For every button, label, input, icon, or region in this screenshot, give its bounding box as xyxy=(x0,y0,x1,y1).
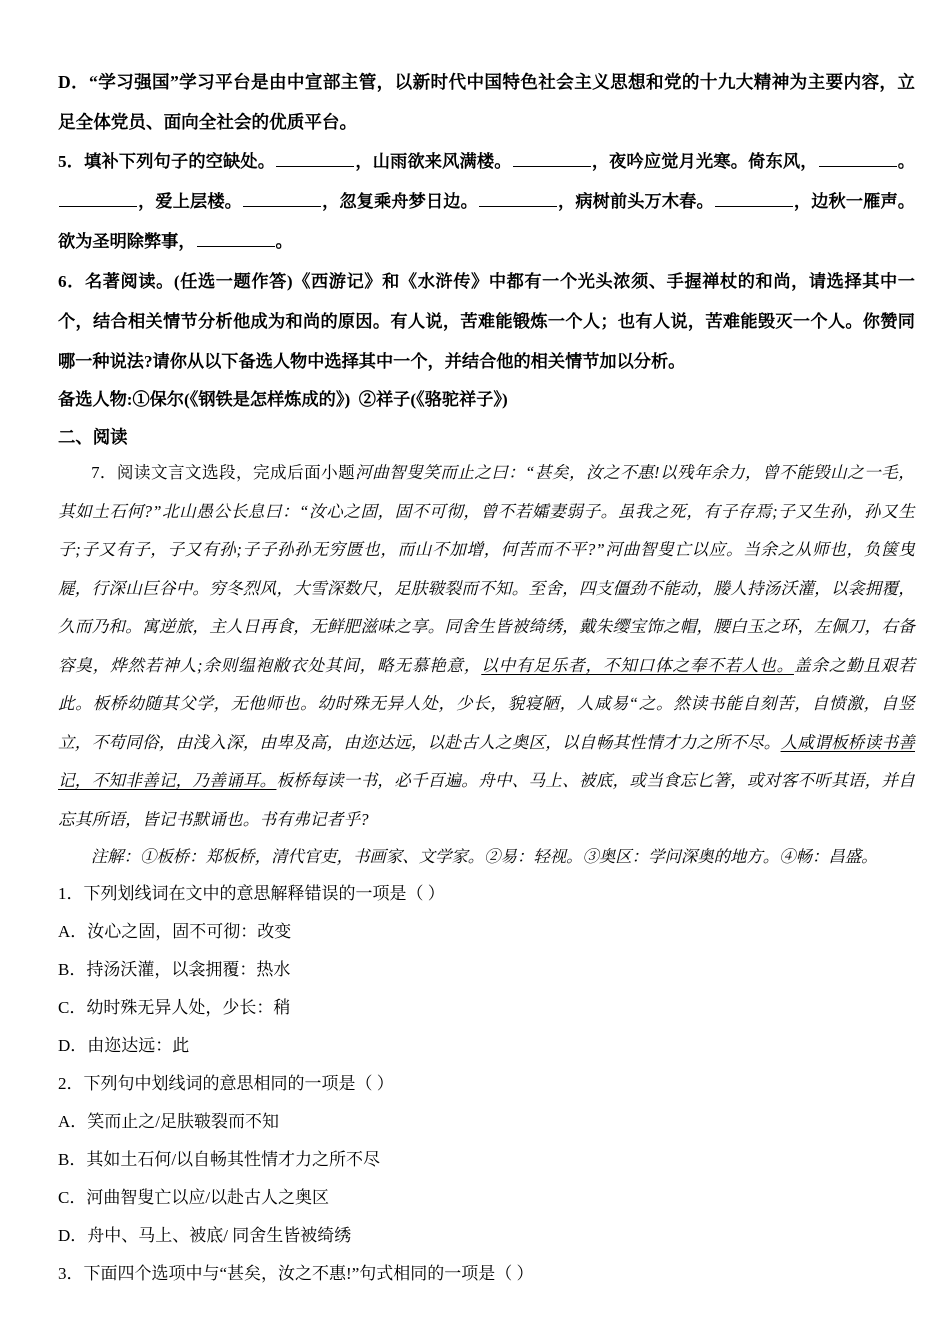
sub-question-2-number: 2． xyxy=(58,1074,84,1093)
sub-question-3 xyxy=(58,1255,915,1293)
question-5-segment-1: ，山雨欲来风满楼。 xyxy=(355,152,512,171)
question-6-candidates xyxy=(58,382,915,418)
option-d-label: D． xyxy=(58,72,90,92)
sub-question-1-choice-c[interactable]: C．幼时殊无异人处，少长：稍 xyxy=(58,998,291,1017)
question-7-stem: 阅读文言文选段，完成后面小题 xyxy=(116,463,356,482)
sub-question-2-choice-b[interactable]: B．其如土石何/以自畅其性情才力之所不尽 xyxy=(58,1150,381,1169)
sub-question-1-prompt: 下列划线词在文中的意思解释错误的一项是（ ） xyxy=(83,884,445,903)
candidate-option-1[interactable]: ①保尔(《钢铁是怎样炼成的》) xyxy=(132,390,351,409)
sub-question-1-choice-b[interactable]: B．持汤沃灌，以衾拥覆：热水 xyxy=(58,960,291,979)
answer-blank-7[interactable] xyxy=(715,190,793,207)
passage-annotations: 注解：①板桥：郑板桥，清代官吏，书画家、文学家。②易：轻视。③奥区：学问深奥的地方。④畅：昌盛。 xyxy=(90,847,878,866)
candidates-label: 备选人物: xyxy=(58,390,133,409)
sub-question-2 xyxy=(58,1065,915,1103)
sub-question-2-prompt: 下列句中划线词的意思相同的一项是（ ） xyxy=(83,1074,394,1093)
sub-question-2-choice-d[interactable]: D．舟中、马上、被底/ 同舍生皆被绮绣 xyxy=(58,1226,352,1245)
question-5-segment-4: ，爱上层楼。 xyxy=(138,192,242,211)
question-5 xyxy=(58,142,915,262)
question-5-segment-6: ，病树前头万木春。 xyxy=(557,192,714,211)
option-d-paragraph xyxy=(58,62,915,142)
question-5-number: 5． xyxy=(58,152,85,171)
question-5-segment-3: 。 xyxy=(897,152,915,171)
section-heading-reading: 二、阅读 xyxy=(58,427,128,447)
question-6-number: 6． xyxy=(58,272,85,291)
option-d-text: “学习强国”学习平台是由中宣部主管，以新时代中国特色社会主义思想和党的十九大精神为主要内容，立足全体党员、面向全社会的优质平台。 xyxy=(58,72,915,132)
passage-part-1: 河曲智叟笑而止之曰：“甚矣，汝之不惠!以残年余力，曾不能毁山之一毛，其如土石何?”北山愚公长息曰：“汝心之固，固不可彻，曾不若孀妻弱子。虽我之死，有子存焉;子又生孙，孙又生子;子又有子，子又有孙;子子孙孙无穷匮也，而山不加增，何苦而不平?”河曲智叟亡以应。当余之从师也，负箧曳屣，行深山巨谷中。穷冬烈风，大雪深数尺，足肤皲裂而不知。至舍，四支僵劲不能动，媵人持汤沃灌，以衾拥覆，久而乃和。寓逆旅，主人日再食，无鲜肥滋味之享。同舍生皆被绮绣，戴朱缨宝饰之帽，腰白玉之环，左佩刀，右备容臭，烨然若神人;余则缊袍敝衣处其间，略无慕艳意， xyxy=(58,463,915,675)
question-5-prompt: 填补下列句子的空缺处。 xyxy=(84,152,276,171)
passage-part-2: 盖余之勤且艰若此。板桥幼随其父学，无他师也。幼时殊无异人处，少长，貌寝陋，人咸易“之。然读书能自刻苦，自愤激，自竖立，不苟同俗，由浅入深，由卑及高，由迩达远，以赴古人之奥区，以自畅其性情才力之所不尽。 xyxy=(58,655,915,752)
answer-blank-1[interactable] xyxy=(276,150,354,167)
question-7-passage xyxy=(58,454,915,839)
passage-underlined-2: 人咸谓板桥读书善记，不知非善记，乃善诵耳。 xyxy=(58,732,915,790)
answer-blank-4[interactable] xyxy=(59,190,137,207)
candidate-option-2[interactable]: ②祥子(《骆驼祥子》) xyxy=(358,390,508,409)
question-5-segment-8: 。 xyxy=(275,232,293,251)
sub-question-3-prompt: 下面四个选项中与“甚矣，汝之不惠!”句式相同的一项是（ ） xyxy=(83,1264,534,1283)
question-7-number: 7． xyxy=(91,463,117,482)
sub-question-2-choice-c[interactable]: C．河曲智叟亡以应/以赴古人之奥区 xyxy=(58,1188,330,1207)
answer-blank-6[interactable] xyxy=(479,190,557,207)
answer-blank-8[interactable] xyxy=(197,230,275,247)
sub-question-2-choice-a[interactable]: A．笑而止之/足肤皲裂而不知 xyxy=(58,1112,279,1131)
sub-question-1 xyxy=(58,875,915,913)
sub-question-1-choice-a[interactable]: A．汝心之固，固不可彻：改变 xyxy=(58,922,292,941)
sub-question-1-choice-d[interactable]: D．由迩达远：此 xyxy=(58,1036,190,1055)
question-5-segment-7: ，边秋一雁声。欲为圣明除弊事， xyxy=(58,192,915,251)
question-6 xyxy=(58,262,915,382)
passage-part-3: 板桥每读一书，必千百遍。舟中、马上、被底，或当食忘匕箸，或对客不听其语，并自忘其所语，皆记书默诵也。书有弗记者乎? xyxy=(58,771,915,829)
answer-blank-5[interactable] xyxy=(243,190,321,207)
question-5-segment-2: ，夜吟应觉月光寒。倚东风， xyxy=(591,152,818,171)
answer-blank-2[interactable] xyxy=(513,150,591,167)
question-5-segment-5: ，忽复乘舟梦日边。 xyxy=(321,192,478,211)
question-6-text: 名著阅读。(任选一题作答)《西游记》和《水浒传》中都有一个光头浓须、手握禅杖的和尚，请选择其中一个，结合相关情节分析他成为和尚的原因。有人说，苦难能锻炼一个人；也有人说，苦难能毁灭一个人。你赞同哪一种说法?请你从以下备选人物中选择其中一个，并结合他的相关情节加以分析。 xyxy=(58,272,915,371)
passage-underlined-1: 以中有足乐者，不知口体之奉不若人也。 xyxy=(481,655,794,675)
sub-question-3-number: 3． xyxy=(58,1264,84,1283)
answer-blank-3[interactable] xyxy=(819,150,897,167)
sub-question-1-number: 1． xyxy=(58,884,84,903)
